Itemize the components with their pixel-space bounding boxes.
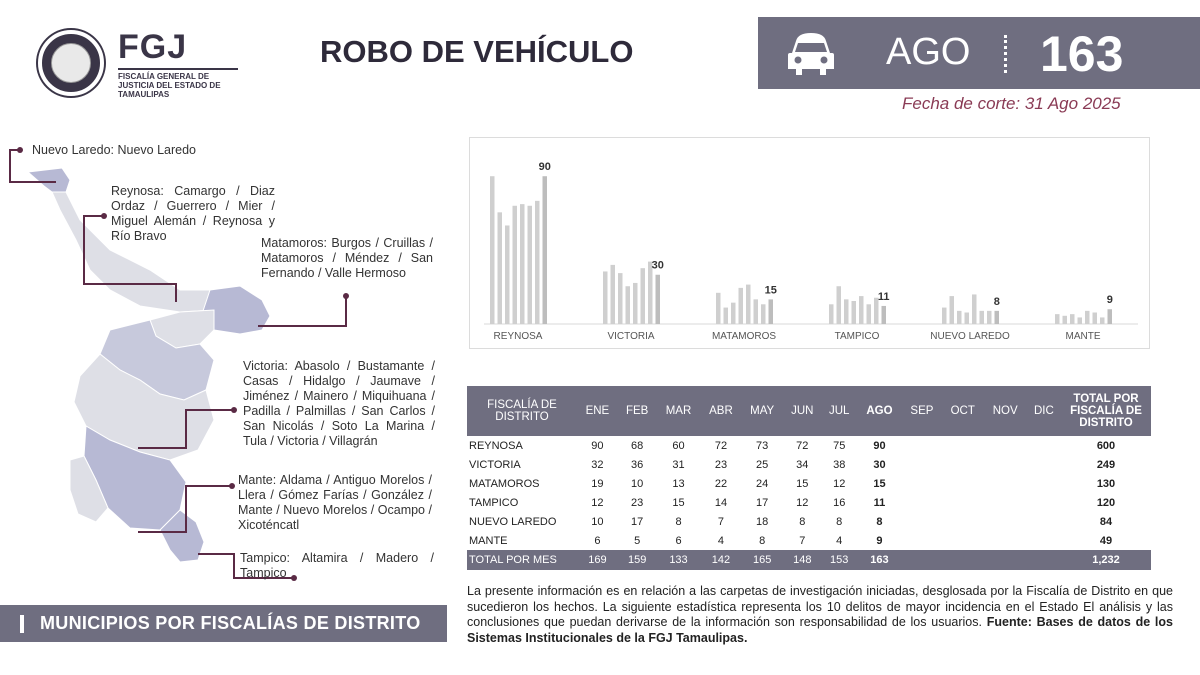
logo-subtitle: FISCALÍA GENERAL DE JUSTICIA DEL ESTADO DE TAMAULIPAS	[118, 68, 238, 99]
row-label: TAMPICO	[469, 496, 519, 509]
column-header: JUN	[783, 386, 822, 436]
table-cell: 84	[1099, 515, 1113, 528]
bar-reynosa-jun	[528, 206, 533, 324]
table-cell: 49	[1099, 534, 1113, 547]
table-cell: 6	[675, 534, 682, 547]
logo-acronym: FGJ	[118, 28, 188, 66]
bar-matamoros-mar	[731, 303, 736, 324]
note-text: La presente información es en relación a las carpetas de investigación iniciadas, desglosada por la Fiscalía de Distrito en que sucedieron los hechos. La siguiente estadística representa los 10 delitos de mayor incidencia en el Estado El análisis y las conclusiones que puedan derivarse de la información son responsabilidad de los usuarios.	[467, 584, 1173, 629]
table-cell: 5	[634, 534, 641, 547]
bar-tampico-may	[859, 296, 864, 324]
table-cell: 9	[876, 534, 883, 547]
table-cell: 24	[756, 477, 769, 490]
table-cell	[1027, 493, 1061, 512]
table-cell: 7	[717, 515, 725, 528]
bar-reynosa-feb	[498, 212, 503, 324]
region-label-mante: Mante: Aldama / Antiguo Morelos / Llera / Gómez Farías / González / Mante / Nuevo Morelos / Ocampo / Xicoténcatl	[238, 473, 432, 532]
bar-mante-may	[1085, 311, 1090, 324]
bar-matamoros-jun	[754, 299, 759, 324]
category-label: TAMPICO	[834, 331, 880, 342]
table-cell: 30	[873, 458, 886, 471]
data-label: 9	[1106, 294, 1113, 307]
table-cell: 36	[631, 458, 644, 471]
bar-tampico-ene	[829, 304, 834, 324]
data-label: 15	[764, 284, 777, 297]
table-cell: 19	[591, 477, 604, 490]
table-cell: 165	[741, 550, 783, 570]
table-cell: 15	[672, 496, 685, 509]
row-label: MATAMOROS	[469, 477, 540, 490]
table-cell: 10	[591, 515, 604, 528]
table-cell: 148	[783, 550, 822, 570]
bar-nuevo-laredo-abr	[965, 313, 970, 324]
bar-nuevo-laredo-may	[972, 294, 977, 324]
table-cell: 90	[591, 439, 604, 452]
table-cell: 169	[577, 550, 618, 570]
region-label-matamoros: Matamoros: Burgos / Cruillas / Matamoros / Méndez / San Fernando / Valle Hermoso	[261, 236, 433, 280]
table-cell: 163	[857, 550, 902, 570]
bar-nuevo-laredo-mar	[957, 311, 962, 324]
bar-matamoros-feb	[724, 308, 729, 324]
data-label: 30	[651, 259, 664, 272]
cutoff-date: Fecha de corte: 31 Ago 2025	[902, 94, 1121, 113]
category-label: REYNOSA	[493, 331, 543, 342]
footer-bar	[20, 615, 24, 633]
category-label: NUEVO LAREDO	[930, 331, 1010, 342]
bar-victoria-abr	[626, 286, 631, 324]
table-cell	[942, 512, 984, 531]
bar-mante-mar	[1070, 314, 1075, 324]
table-cell	[902, 531, 942, 550]
column-header: NOV	[984, 386, 1027, 436]
bar-victoria-feb	[611, 265, 616, 324]
month-total: 163	[1040, 26, 1124, 82]
table-cell	[984, 512, 1027, 531]
bar-mante-ene	[1055, 314, 1060, 324]
table-cell	[984, 550, 1027, 570]
leader-line-matamoros	[258, 296, 346, 326]
table-row	[467, 493, 1151, 512]
bar-tampico-abr	[852, 301, 857, 324]
table-cell	[942, 455, 984, 474]
table-cell: 16	[833, 496, 846, 509]
data-table	[467, 386, 1151, 570]
table-cell: 15	[873, 477, 886, 490]
table-cell: 17	[631, 515, 644, 528]
category-label: MANTE	[1065, 331, 1101, 342]
fgj-logo	[38, 28, 221, 100]
table-cell: 34	[796, 458, 809, 471]
bar-mante-jul	[1100, 317, 1105, 324]
bar-matamoros-ene	[716, 293, 721, 324]
table-cell: 32	[591, 458, 604, 471]
table-cell: 12	[833, 477, 846, 490]
table-cell	[1027, 531, 1061, 550]
table-row	[467, 474, 1151, 493]
column-header: DIC	[1027, 386, 1061, 436]
bar-mante-feb	[1063, 316, 1068, 324]
table-cell	[1027, 474, 1061, 493]
table-cell	[984, 455, 1027, 474]
table-cell	[984, 531, 1027, 550]
column-header: OCT	[942, 386, 984, 436]
table-cell: 31	[672, 458, 685, 471]
data-label: 11	[877, 290, 890, 303]
bar-reynosa-ago	[543, 176, 548, 324]
bar-victoria-jun	[641, 268, 646, 324]
table-cell	[984, 474, 1027, 493]
bar-reynosa-may	[520, 204, 525, 324]
table-cell	[1027, 512, 1061, 531]
map-region-nuevo-laredo	[28, 168, 70, 192]
bar-reynosa-jul	[535, 201, 540, 324]
table-cell	[942, 436, 984, 455]
table-cell: 249	[1096, 458, 1116, 471]
table-row	[467, 455, 1151, 474]
bar-victoria-mar	[618, 273, 623, 324]
bar-reynosa-ene	[490, 176, 495, 324]
region-label-victoria: Victoria: Abasolo / Bustamante / Casas / Hidalgo / Jaumave / Jiménez / Mainero / Miquihuana / Padilla / Palmillas / San Carlos / San Nicolás / Soto La Marina / Tula / Victoria / Villagrán	[243, 359, 435, 448]
table-cell	[902, 493, 942, 512]
table-cell: 23	[714, 458, 728, 471]
table-cell: 159	[618, 550, 657, 570]
table-cell: 22	[714, 477, 728, 490]
table-cell	[942, 474, 984, 493]
table-cell: 15	[796, 477, 809, 490]
table-cell: 38	[833, 458, 846, 471]
table-cell: 75	[833, 439, 846, 452]
table-cell: 7	[799, 534, 806, 547]
bar-matamoros-abr	[739, 288, 744, 324]
bar-matamoros-may	[746, 285, 751, 324]
table-cell: 12	[796, 496, 809, 509]
table-cell: 133	[656, 550, 700, 570]
table-cell: 6	[594, 534, 601, 547]
table-header-row	[467, 386, 1151, 436]
row-label: MANTE	[469, 534, 508, 547]
column-header: SEP	[902, 386, 942, 436]
bar-mante-ago	[1108, 309, 1113, 324]
table-cell	[1027, 455, 1061, 474]
bar-nuevo-laredo-jul	[987, 311, 992, 324]
category-label: VICTORIA	[607, 331, 655, 342]
table-body	[467, 436, 1151, 570]
bar-nuevo-laredo-ago	[995, 311, 1000, 324]
column-header: TOTAL POR FISCALÍA DE DISTRITO	[1061, 386, 1151, 436]
separator	[1004, 35, 1007, 73]
table-cell	[1027, 436, 1061, 455]
table-cell: 72	[796, 439, 809, 452]
table-cell	[942, 531, 984, 550]
footer-banner-label: MUNICIPIOS POR FISCALÍAS DE DISTRITO	[40, 613, 421, 633]
table-cell: 8	[836, 515, 843, 528]
bar-victoria-ago	[656, 275, 661, 324]
table-cell: 8	[759, 534, 766, 547]
bar-chart	[469, 137, 1150, 349]
bar-matamoros-jul	[761, 304, 766, 324]
table-cell: 153	[822, 550, 857, 570]
table-cell: 130	[1096, 477, 1116, 490]
table-cell	[902, 455, 942, 474]
bar-tampico-jun	[867, 304, 872, 324]
column-header: JUL	[822, 386, 857, 436]
table-cell: 23	[631, 496, 644, 509]
region-label-tampico: Tampico: Altamira / Madero / Tampico	[240, 551, 434, 580]
bar-mante-jun	[1093, 313, 1098, 324]
table-cell: 73	[756, 439, 769, 452]
table-cell: 17	[756, 496, 769, 509]
bar-matamoros-ago	[769, 299, 774, 324]
table-cell: 8	[799, 515, 806, 528]
table-cell	[902, 512, 942, 531]
bar-tampico-feb	[837, 286, 842, 324]
bar-tampico-mar	[844, 299, 849, 324]
row-label: NUEVO LAREDO	[469, 515, 557, 528]
column-header: AGO	[857, 386, 902, 436]
table-row	[467, 531, 1151, 550]
column-header: ABR	[701, 386, 742, 436]
column-header: MAY	[741, 386, 783, 436]
table-cell	[902, 474, 942, 493]
column-header: FEB	[618, 386, 657, 436]
table-cell: 68	[631, 439, 644, 452]
table-row	[467, 512, 1151, 531]
table-cell	[902, 550, 942, 570]
table-cell: 142	[701, 550, 742, 570]
row-label: REYNOSA	[469, 439, 523, 452]
table-cell: 10	[631, 477, 644, 490]
table-cell: 4	[836, 534, 843, 547]
region-label-nuevo-laredo: Nuevo Laredo: Nuevo Laredo	[32, 143, 197, 157]
table-cell: 13	[672, 477, 685, 490]
table-cell: 12	[591, 496, 604, 509]
table-cell	[1027, 550, 1061, 570]
bar-victoria-ene	[603, 271, 608, 324]
table-cell	[902, 436, 942, 455]
table-cell: 120	[1096, 496, 1116, 509]
month-summary	[758, 17, 1200, 89]
bar-nuevo-laredo-feb	[950, 296, 955, 324]
column-header: FISCALÍA DE DISTRITO	[467, 386, 577, 436]
table-cell: 72	[714, 439, 728, 452]
methodology-note	[467, 584, 1173, 646]
bar-victoria-may	[633, 283, 638, 324]
table-row	[467, 436, 1151, 455]
bar-mante-abr	[1078, 317, 1083, 324]
table-cell: 8	[876, 515, 883, 528]
row-label: VICTORIA	[469, 458, 521, 471]
table-cell: 11	[873, 496, 886, 509]
bar-tampico-ago	[882, 306, 887, 324]
table-cell: 90	[873, 439, 886, 452]
data-label: 8	[993, 295, 1000, 308]
total-row	[467, 550, 1151, 570]
row-label: TOTAL POR MES	[467, 550, 577, 570]
category-label: MATAMOROS	[711, 331, 777, 342]
region-label-reynosa: Reynosa: Camargo / Diaz Ordaz / Guerrero / Mier / Miguel Alemán / Reynosa y Río Bravo	[111, 184, 275, 243]
column-header: MAR	[656, 386, 700, 436]
bar-reynosa-mar	[505, 225, 510, 324]
bar-reynosa-abr	[513, 206, 518, 324]
bar-nuevo-laredo-ene	[942, 308, 947, 324]
footer-banner	[0, 605, 447, 642]
table-cell: 600	[1096, 439, 1116, 452]
note-source: Fuente: Bases de datos de los Sistemas Institucionales de la FGJ Tamaulipas.	[467, 615, 1173, 645]
bar-nuevo-laredo-jun	[980, 311, 985, 324]
coat-of-arms-icon	[38, 30, 104, 96]
table-cell: 1,232	[1061, 550, 1151, 570]
table-cell	[984, 493, 1027, 512]
table-cell: 8	[675, 515, 682, 528]
table-cell	[942, 493, 984, 512]
table-cell: 4	[717, 534, 725, 547]
car-icon	[786, 31, 836, 77]
table-cell: 14	[714, 496, 728, 509]
bar-chart-svg	[470, 138, 1151, 350]
table-cell	[984, 436, 1027, 455]
data-label: 90	[538, 161, 551, 174]
table-cell: 25	[756, 458, 769, 471]
column-header: ENE	[577, 386, 618, 436]
month-label: AGO	[886, 31, 971, 73]
page-title: ROBO DE VEHÍCULO	[320, 34, 634, 69]
table-cell	[942, 550, 984, 570]
table-cell: 18	[756, 515, 769, 528]
table-cell: 60	[672, 439, 685, 452]
